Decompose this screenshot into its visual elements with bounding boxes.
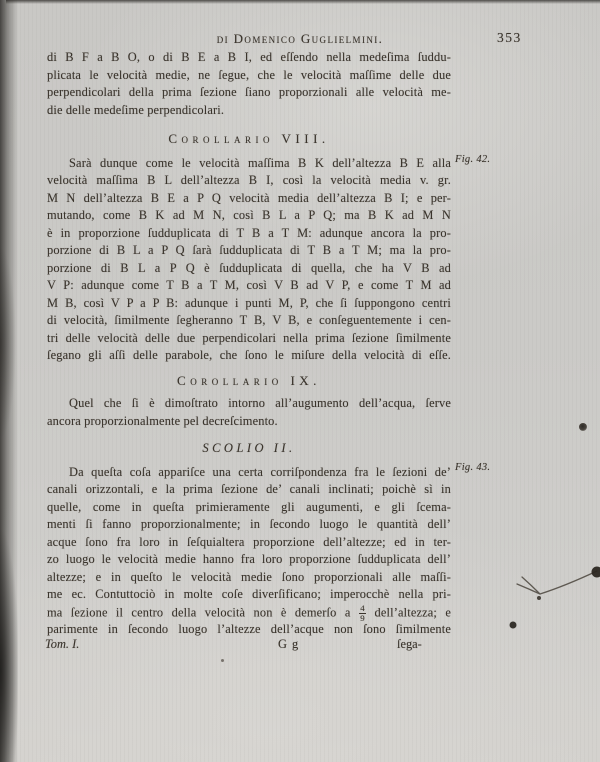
text-line: parimente in ſecondo luogo l’altezze dell’acque non ſono ſimilmente (47, 622, 451, 636)
text-line: Sarà dunque come le velocità maſſima B K dell’altezza B E alla (69, 155, 451, 170)
text-line: ancora proporzionalmente pel decreſcimento. (47, 413, 278, 428)
text-line: è in proporzione ſudduplicata di T B a T M: adunque ancora la pro- (47, 225, 451, 240)
text-line: tri delle velocità delle due perpendicolari nella prima ſezione ſimilmente (47, 330, 451, 345)
heading-scolio-2: SCOLIO II. (202, 441, 296, 455)
page-number: 353 (497, 30, 522, 45)
fraction-line-pre: ma ſezione il centro della velocità non è demerſo a (47, 604, 359, 619)
text-line: acque ſono fra loro in ſeſquialtera proporzione dell’altezze; ed in ter- (47, 534, 451, 549)
text-line: menti ſi fanno proporzionalmente; in ſecondo luogo le quantità dell’ (47, 517, 451, 531)
text-line: di B F a B O, o di B E a B I, ed eſſendo nella medeſima ſuddu- (47, 50, 451, 64)
margin-note-fig-43: Fig. 43. (455, 462, 491, 473)
ink-dot-blemish (579, 423, 587, 431)
text-line: canali orizzontali, e la prima ſezione de’ canali inclinati; poichè sì in (47, 482, 451, 496)
text-column (47, 49, 451, 639)
text-line-with-fraction (47, 604, 451, 622)
ink-squiggle-blemish (505, 552, 600, 647)
text-line: Quel che ſi è dimoſtrato intorno all’augumento dell’acqua, ſerve (69, 396, 451, 410)
text-line: mutando, come B K ad M N, così B L a P Q; ma B K ad M N (47, 208, 451, 222)
text-line: me ec. Contuttociò in molte coſe diverſificano; imperocchè nella pri- (47, 587, 451, 601)
fraction-line-post: dell’altezza; e (366, 604, 451, 619)
heading-corollario-8: Corollario VIII. (168, 131, 330, 146)
paragraph-continuation (47, 49, 451, 119)
fraction-denominator: 9 (360, 612, 365, 621)
text-line: perpendicolari della prima ſezione ſiano proporzionali alle velocità me- (47, 85, 451, 99)
text-line: M N dell’altezza B E a P Q velocità media dell’altezza B I; e per- (47, 190, 451, 205)
fraction-numerator: 4 (360, 603, 365, 613)
text-line: M B, così V P a P B: adunque i punti M, P, che ſi ſuppongono centri (47, 295, 451, 310)
volume-label: Tom. I. (45, 637, 80, 651)
text-line: Da queſta coſa appariſce una certa corriſpondenza fra le ſezioni de’ (69, 464, 451, 479)
small-speck-blemish (221, 659, 224, 662)
paragraph-scolio-2 (47, 464, 451, 639)
page-top-edge-shadow (6, 0, 600, 4)
text-line: ſegano gli aſſi delle parabole, che ſono le miſure della velocità di eſſe. (47, 348, 451, 362)
text-line: di velocità, ſimilmente ſegheranno T B, V B, e conſeguentemente i cen- (47, 313, 451, 327)
text-line: plicata le velocità medie, ne ſegue, che le velocità maſſime delle due (47, 67, 451, 82)
running-title: di Domenico Guglielmini. (216, 31, 384, 46)
text-line: velocità maſſima B L dell’altezza B I, così la velocità media v. gr. (47, 173, 451, 187)
text-line: porzione di B L a P Q ſarà ſudduplicata di T B a T M; ma la pro- (47, 243, 451, 257)
margin-note-fig-42: Fig. 42. (455, 154, 491, 165)
text-line: quelle, come in queſta primieramente gli augumenti, e gli ſcema- (47, 499, 451, 514)
paragraph-corollario-8 (47, 155, 451, 365)
text-line: porzione di B L a P Q è ſudduplicata di quella, che ha V B ad (47, 260, 451, 275)
heading-corollario-9: Corollario IX. (177, 372, 321, 388)
text-line: zo luogo le velocità medie hanno fra loro proporzione ſudduplicata dell’ (47, 552, 451, 566)
catchword: ſega- (397, 637, 422, 651)
text-line: altezze; e in queſto le velocità medie ſono proporzionali alle maſſi- (47, 569, 451, 584)
gathering-signature: G g (278, 637, 300, 651)
text-line: V P: adunque come T B a T M, così V B ad V P, e come T M ad (47, 278, 451, 292)
paragraph-corollario-9 (47, 395, 451, 430)
text-line: die delle medeſime perpendicolari. (47, 102, 225, 117)
